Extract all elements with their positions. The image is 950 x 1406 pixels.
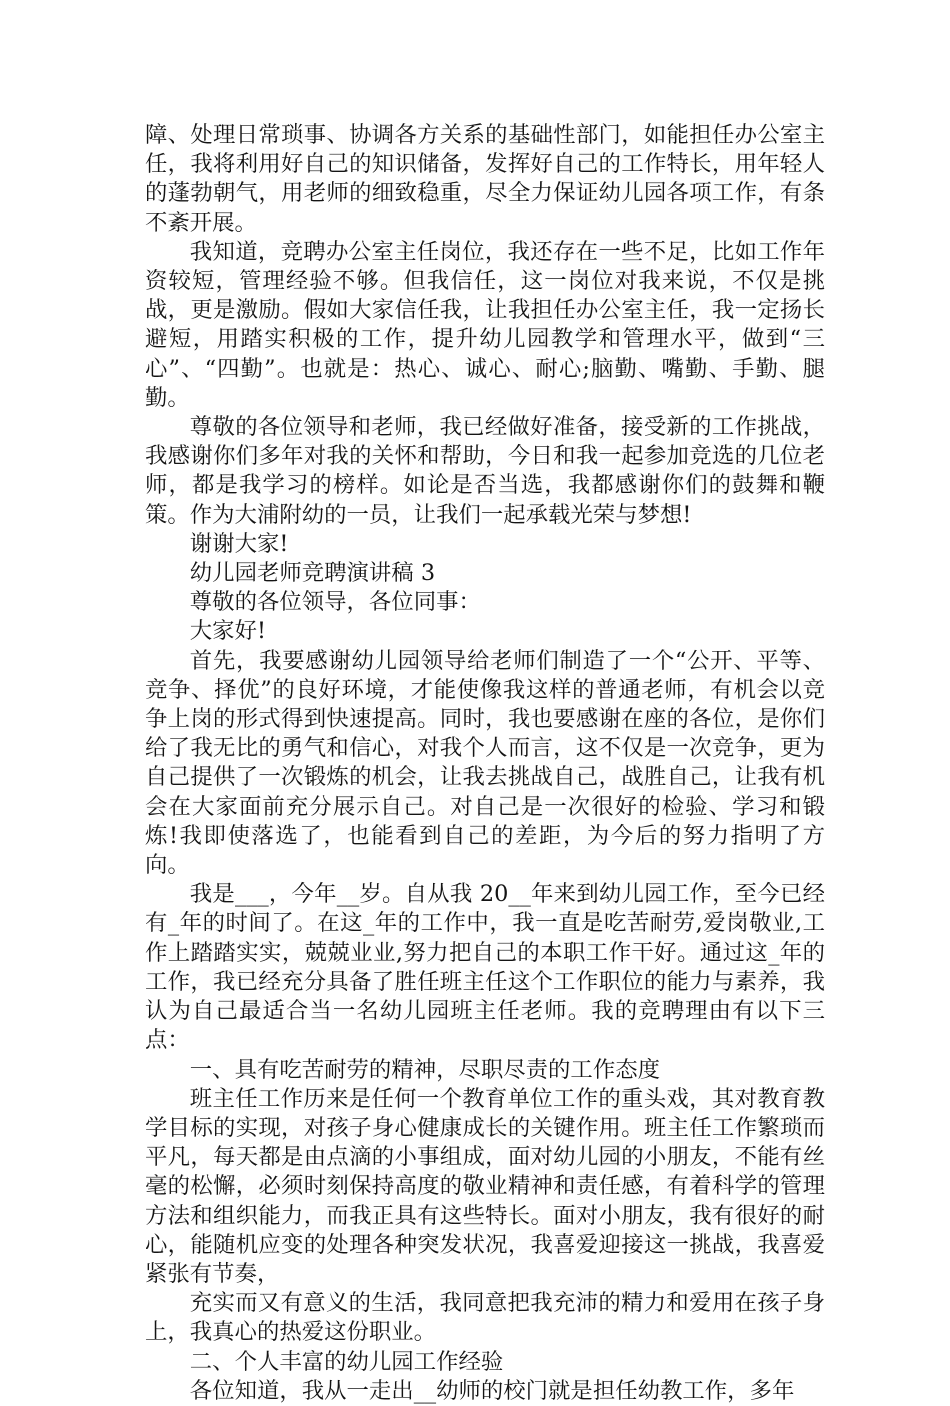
paragraph-experience: 各位知道，我从一走出__幼师的校门就是担任幼教工作，多年 — [189, 1377, 795, 1404]
paragraph-shortcomings: 我知道，竞聘办公室主任岗位，我还存在一些不足，比如工作年资较短，管理经验不够。但我信任，这一岗位对我来说，不仅是挑战，更是激励。假如大家信任我，让我担任办公室主任，我一定扬长避短，用踏实积极的工作，提升幼儿园教学和管理水平，做到“三心”、“四勤”。也就是：热心、诚心、耐心;脑勤、嘴勤、手勤、腿勤。 — [145, 238, 825, 411]
paragraph-fulfilling-life: 充实而又有意义的生活，我同意把我充沛的精力和爱用在孩子身上，我真心的热爱这份职业。 — [145, 1290, 825, 1346]
subheading-point-one: 一、具有吃苦耐劳的精神，尽职尽责的工作态度 — [189, 1056, 660, 1083]
paragraph-thanks-leaders: 尊敬的各位领导和老师，我已经做好准备，接受新的工作挑战，我感谢你们多年对我的关怀和帮助，今日和我一起参加竞选的几位老师，都是我学习的榜样。如论是否当选，我都感谢你们的鼓舞和鞭策。作为大浦附幼的一员，让我们一起承载光荣与梦想! — [145, 414, 825, 528]
paragraph-greeting: 大家好! — [189, 618, 266, 645]
section-heading-speech-3: 幼儿园老师竞聘演讲稿 3 — [189, 560, 436, 587]
paragraph-salutation: 尊敬的各位领导，各位同事： — [189, 589, 481, 616]
paragraph-self-introduction: 我是___，今年__岁。自从我 20__年来到幼儿园工作，至今已经有_年的时间了。在这_年的工作中，我一直是吃苦耐劳,爱岗敬业,工作上踏踏实实，兢兢业业,努力把自己的本职工作干好。通过这_年的工作，我已经充分具备了胜任班主任这个工作职位的能力与素养，我认为自己最适合当一名幼儿园班主任老师。我的竞聘理由有以下三点： — [145, 881, 825, 1054]
paragraph-class-teacher-work: 班主任工作历来是任何一个教育单位工作的重头戏，其对教育教学目标的实现，对孩子身心健康成长的关键作用。班主任工作繁琐而平凡，每天都是由点滴的小事组成，面对幼儿园的小朋友，不能有丝毫的松懈，必须时刻保持高度的敬业精神和责任感，有着科学的管理方法和组织能力，而我正具有这些特长。面对小朋友，我有很好的耐心，能随机应变的处理各种突发状况，我喜爱迎接这一挑战，我喜爱紧张有节奏， — [145, 1085, 825, 1287]
paragraph-gratitude: 首先，我要感谢幼儿园领导给老师们制造了一个“公开、平等、竞争、择优”的良好环境，才能使像我这样的普通老师，有机会以竞争上岗的形式得到快速提高。同时，我也要感谢在座的各位，是你们给了我无比的勇气和信心，对我个人而言，这不仅是一次竞争，更为自己提供了一次锻炼的机会，让我去挑战自己，战胜自己，让我有机会在大家面前充分展示自己。对自己是一次很好的检验、学习和锻炼!我即使落选了，也能看到自己的差距，为今后的努力指明了方向。 — [145, 647, 825, 879]
document-body — [145, 121, 825, 1406]
paragraph-thank-you: 谢谢大家! — [189, 530, 289, 557]
subheading-point-two: 二、个人丰富的幼儿园工作经验 — [189, 1348, 504, 1375]
paragraph-office-intro: 障、处理日常琐事、协调各方关系的基础性部门，如能担任办公室主任，我将利用好自己的知识储备，发挥好自己的工作特长，用年轻人的蓬勃朝气，用老师的细致稳重，尽全力保证幼儿园各项工作，有条不紊开展。 — [145, 122, 825, 236]
